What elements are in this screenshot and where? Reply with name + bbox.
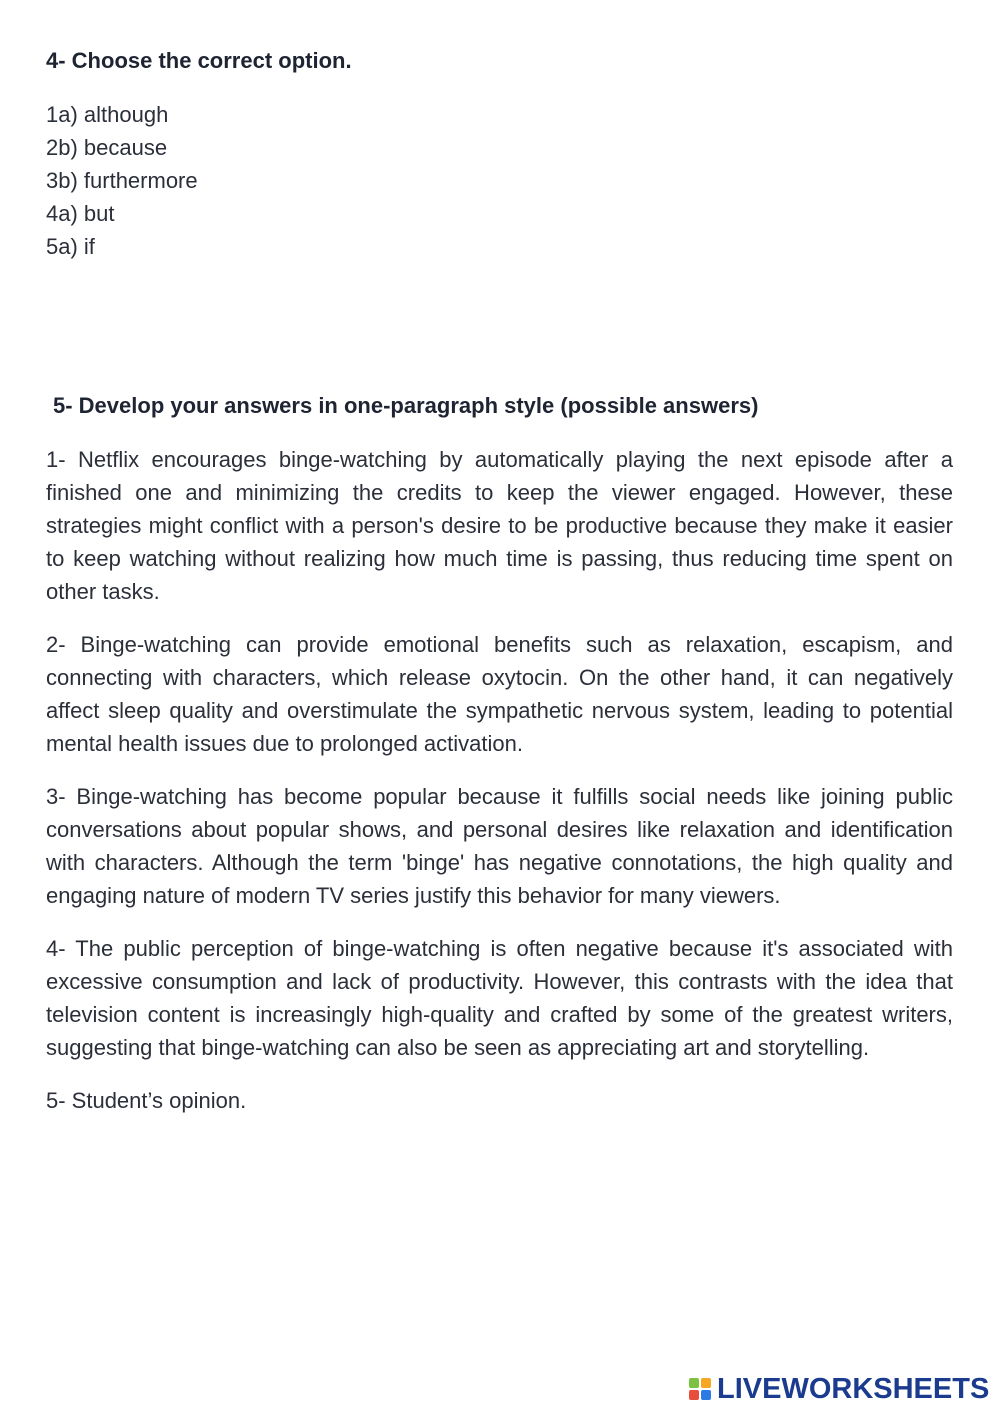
answer-item: 5a) if xyxy=(46,234,95,259)
answer-item: 3b) furthermore xyxy=(46,168,198,193)
liveworksheets-logo-icon xyxy=(689,1378,711,1400)
logo-square xyxy=(701,1378,711,1388)
logo-square xyxy=(689,1378,699,1388)
answer-item: 1a) although xyxy=(46,102,169,127)
section-5-heading: 5- Develop your answers in one-paragraph style (possible answers) xyxy=(53,393,759,418)
answer-paragraphs xyxy=(46,443,953,1137)
liveworksheets-logo xyxy=(689,1372,989,1406)
answer-paragraph-2: 2- Binge-watching can provide emotional benefits such as relaxation, escapism, and connecting with characters, which release oxytocin. On the other hand, it can negatively affect sleep quality and overstimulate the sympathetic nervous system, leading to potential mental health issues due to prolonged activation. xyxy=(46,632,953,756)
answer-item: 4a) but xyxy=(46,201,115,226)
logo-square xyxy=(701,1390,711,1400)
answer-paragraph-5: 5- Student’s opinion. xyxy=(46,1088,247,1113)
answer-item: 2b) because xyxy=(46,135,168,160)
logo-text: LIVEWORKSHEETS xyxy=(717,1372,990,1405)
logo-square xyxy=(689,1390,699,1400)
answer-paragraph-1: 1- Netflix encourages binge-watching by automatically playing the next episode after a finished one and minimizing the credits to keep the viewer engaged. However, these strategies might conflict with a person's desire to be productive because they make it easier to keep watching without realizing how much time is passing, thus reducing time spent on other tasks. xyxy=(46,447,953,604)
section-4-heading: 4- Choose the correct option. xyxy=(46,48,352,73)
answer-paragraph-4: 4- The public perception of binge-watching is often negative because it's associated with excessive consumption and lack of productivity. However, this contrasts with the idea that television content is increasingly high-quality and crafted by some of the greatest writers, suggesting that binge-watching can also be seen as appreciating art and storytelling. xyxy=(46,936,953,1060)
answer-list xyxy=(46,98,198,263)
answer-paragraph-3: 3- Binge-watching has become popular because it fulfills social needs like joining public conversations about popular shows, and personal desires like relaxation and identification with characters. Although the term 'binge' has negative connotations, the high quality and engaging nature of modern TV series justify this behavior for many viewers. xyxy=(46,784,953,908)
